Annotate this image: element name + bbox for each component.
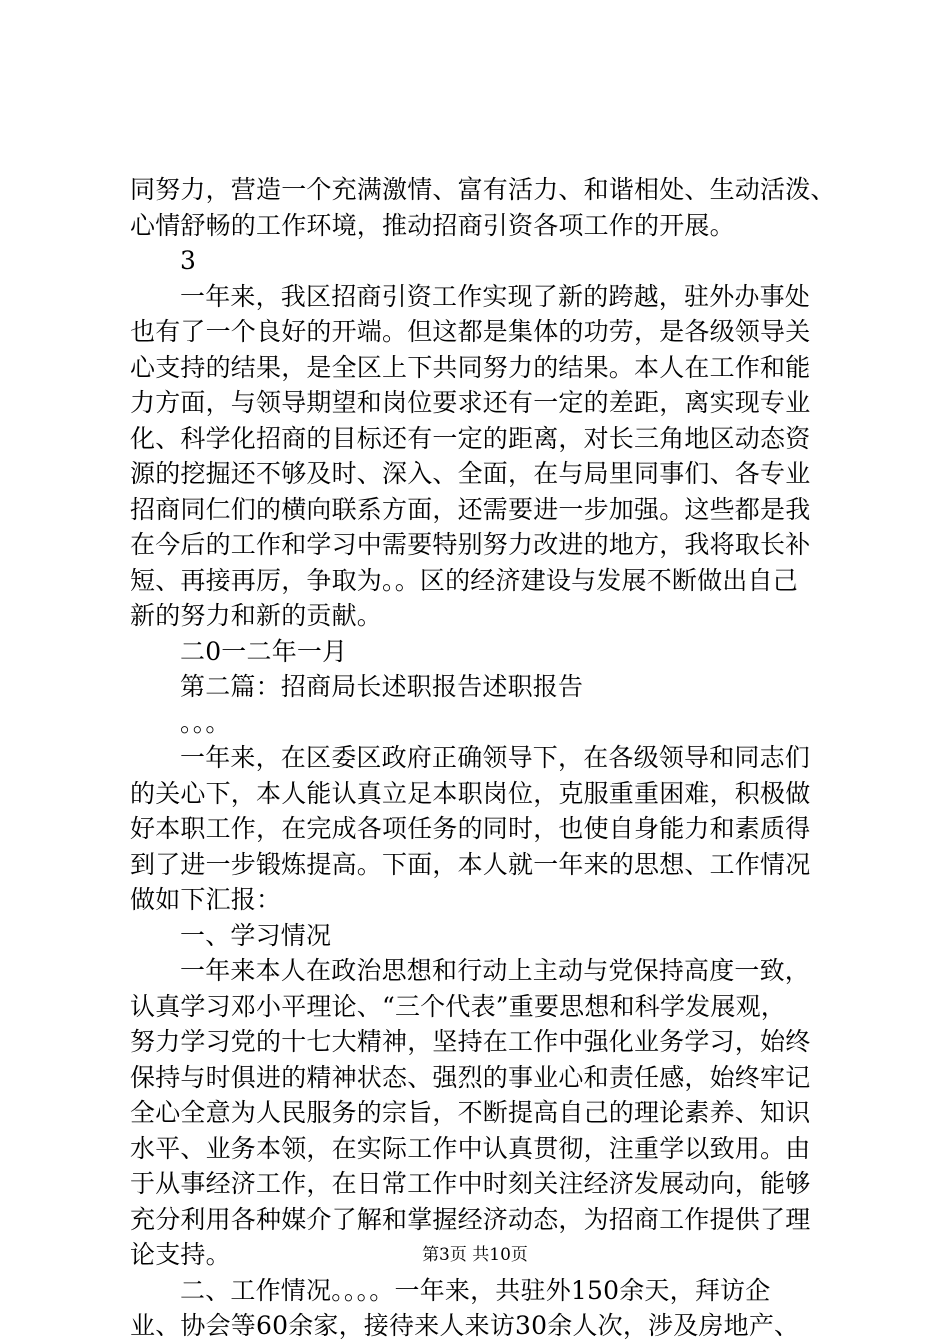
- paragraph-start: 一年来，在区委区政府正确领导下，在各级领导和同志们: [180, 743, 811, 772]
- text-line: 招商同仁们的横向联系方面，还需要进一步加强。这些都是我: [130, 494, 811, 524]
- text-line: 新的努力和新的贡献。: [130, 601, 383, 630]
- subsection-heading: 二、工作情况。。。。一年来，共驻外150余天，拜访企: [180, 1275, 771, 1305]
- text-line: 努力学习党的十七大精神，坚持在工作中强化业务学习，始终: [130, 1027, 811, 1056]
- document-body: [130, 172, 836, 1344]
- text-line: 在今后的工作和学习中需要特别努力改进的地方，我将取长补: [130, 530, 811, 559]
- text-line: 心情舒畅的工作环境，推动招商引资各项工作的开展。: [130, 210, 735, 240]
- text-line: 全心全意为人民服务的宗旨，不断提高自己的理论素养、知识: [130, 1098, 811, 1127]
- text-line: 短、再接再厉，争取为。。区的经济建设与发展不断做出自己: [130, 565, 798, 595]
- text-line: 于从事经济工作，在日常工作中时刻关注经济发展动向，能够: [130, 1169, 811, 1198]
- date-line: 二0一二年一月: [180, 636, 348, 666]
- text-line: 的关心下，本人能认真立足本职岗位，克服重重困难，积极做: [130, 778, 811, 808]
- paragraph-start: 一年来本人在政治思想和行动上主动与党保持高度一致，: [180, 956, 811, 985]
- text-line: 保持与时俱进的精神状态、强烈的事业心和责任感，始终牢记: [130, 1062, 811, 1092]
- subsection-heading: 一、学习情况: [180, 920, 332, 950]
- text-line: 到了进一步锻炼提高。下面，本人就一年来的思想、工作情况: [130, 849, 811, 879]
- text-line: 化、科学化招商的目标还有一定的距离，对长三角地区动态资: [130, 423, 811, 453]
- page-marker: 3: [180, 246, 197, 275]
- text-line: 心支持的结果，是全区上下共同努力的结果。本人在工作和能: [130, 352, 811, 382]
- text-line: 也有了一个良好的开端。但这都是集体的功劳，是各级领导关: [130, 317, 811, 346]
- ellipsis-line: 。。。: [180, 707, 231, 737]
- text-line: 充分利用各种媒介了解和掌握经济动态，为招商工作提供了理: [130, 1204, 811, 1234]
- paragraph-start: 一年来，我区招商引资工作实现了新的跨越，驻外办事处: [180, 281, 811, 311]
- page-footer: 第3页 共10页: [422, 1245, 528, 1265]
- text-line: 源的挖掘还不够及时、深入、全面，在与局里同事们、各专业: [130, 459, 811, 488]
- section-title: 第二篇：招商局长述职报告述职报告: [180, 672, 584, 701]
- text-line: 做如下汇报：: [130, 885, 282, 914]
- text-line: 认真学习邓小平理论、“三个代表”重要思想和科学发展观，: [130, 991, 786, 1021]
- text-line: 好本职工作，在完成各项任务的同时，也使自身能力和素质得: [130, 814, 811, 843]
- text-line: 论支持。: [130, 1240, 231, 1269]
- text-line: 同努力，营造一个充满激情、富有活力、和谐相处、生动活泼、: [130, 175, 836, 204]
- text-line: 力方面，与领导期望和岗位要求还有一定的差距，离实现专业: [130, 388, 811, 417]
- text-line: 水平、业务本领，在实际工作中认真贯彻，注重学以致用。由: [130, 1133, 811, 1163]
- text-line: 业、协会等60余家，接待来人来访30余人次，涉及房地产、: [130, 1311, 800, 1340]
